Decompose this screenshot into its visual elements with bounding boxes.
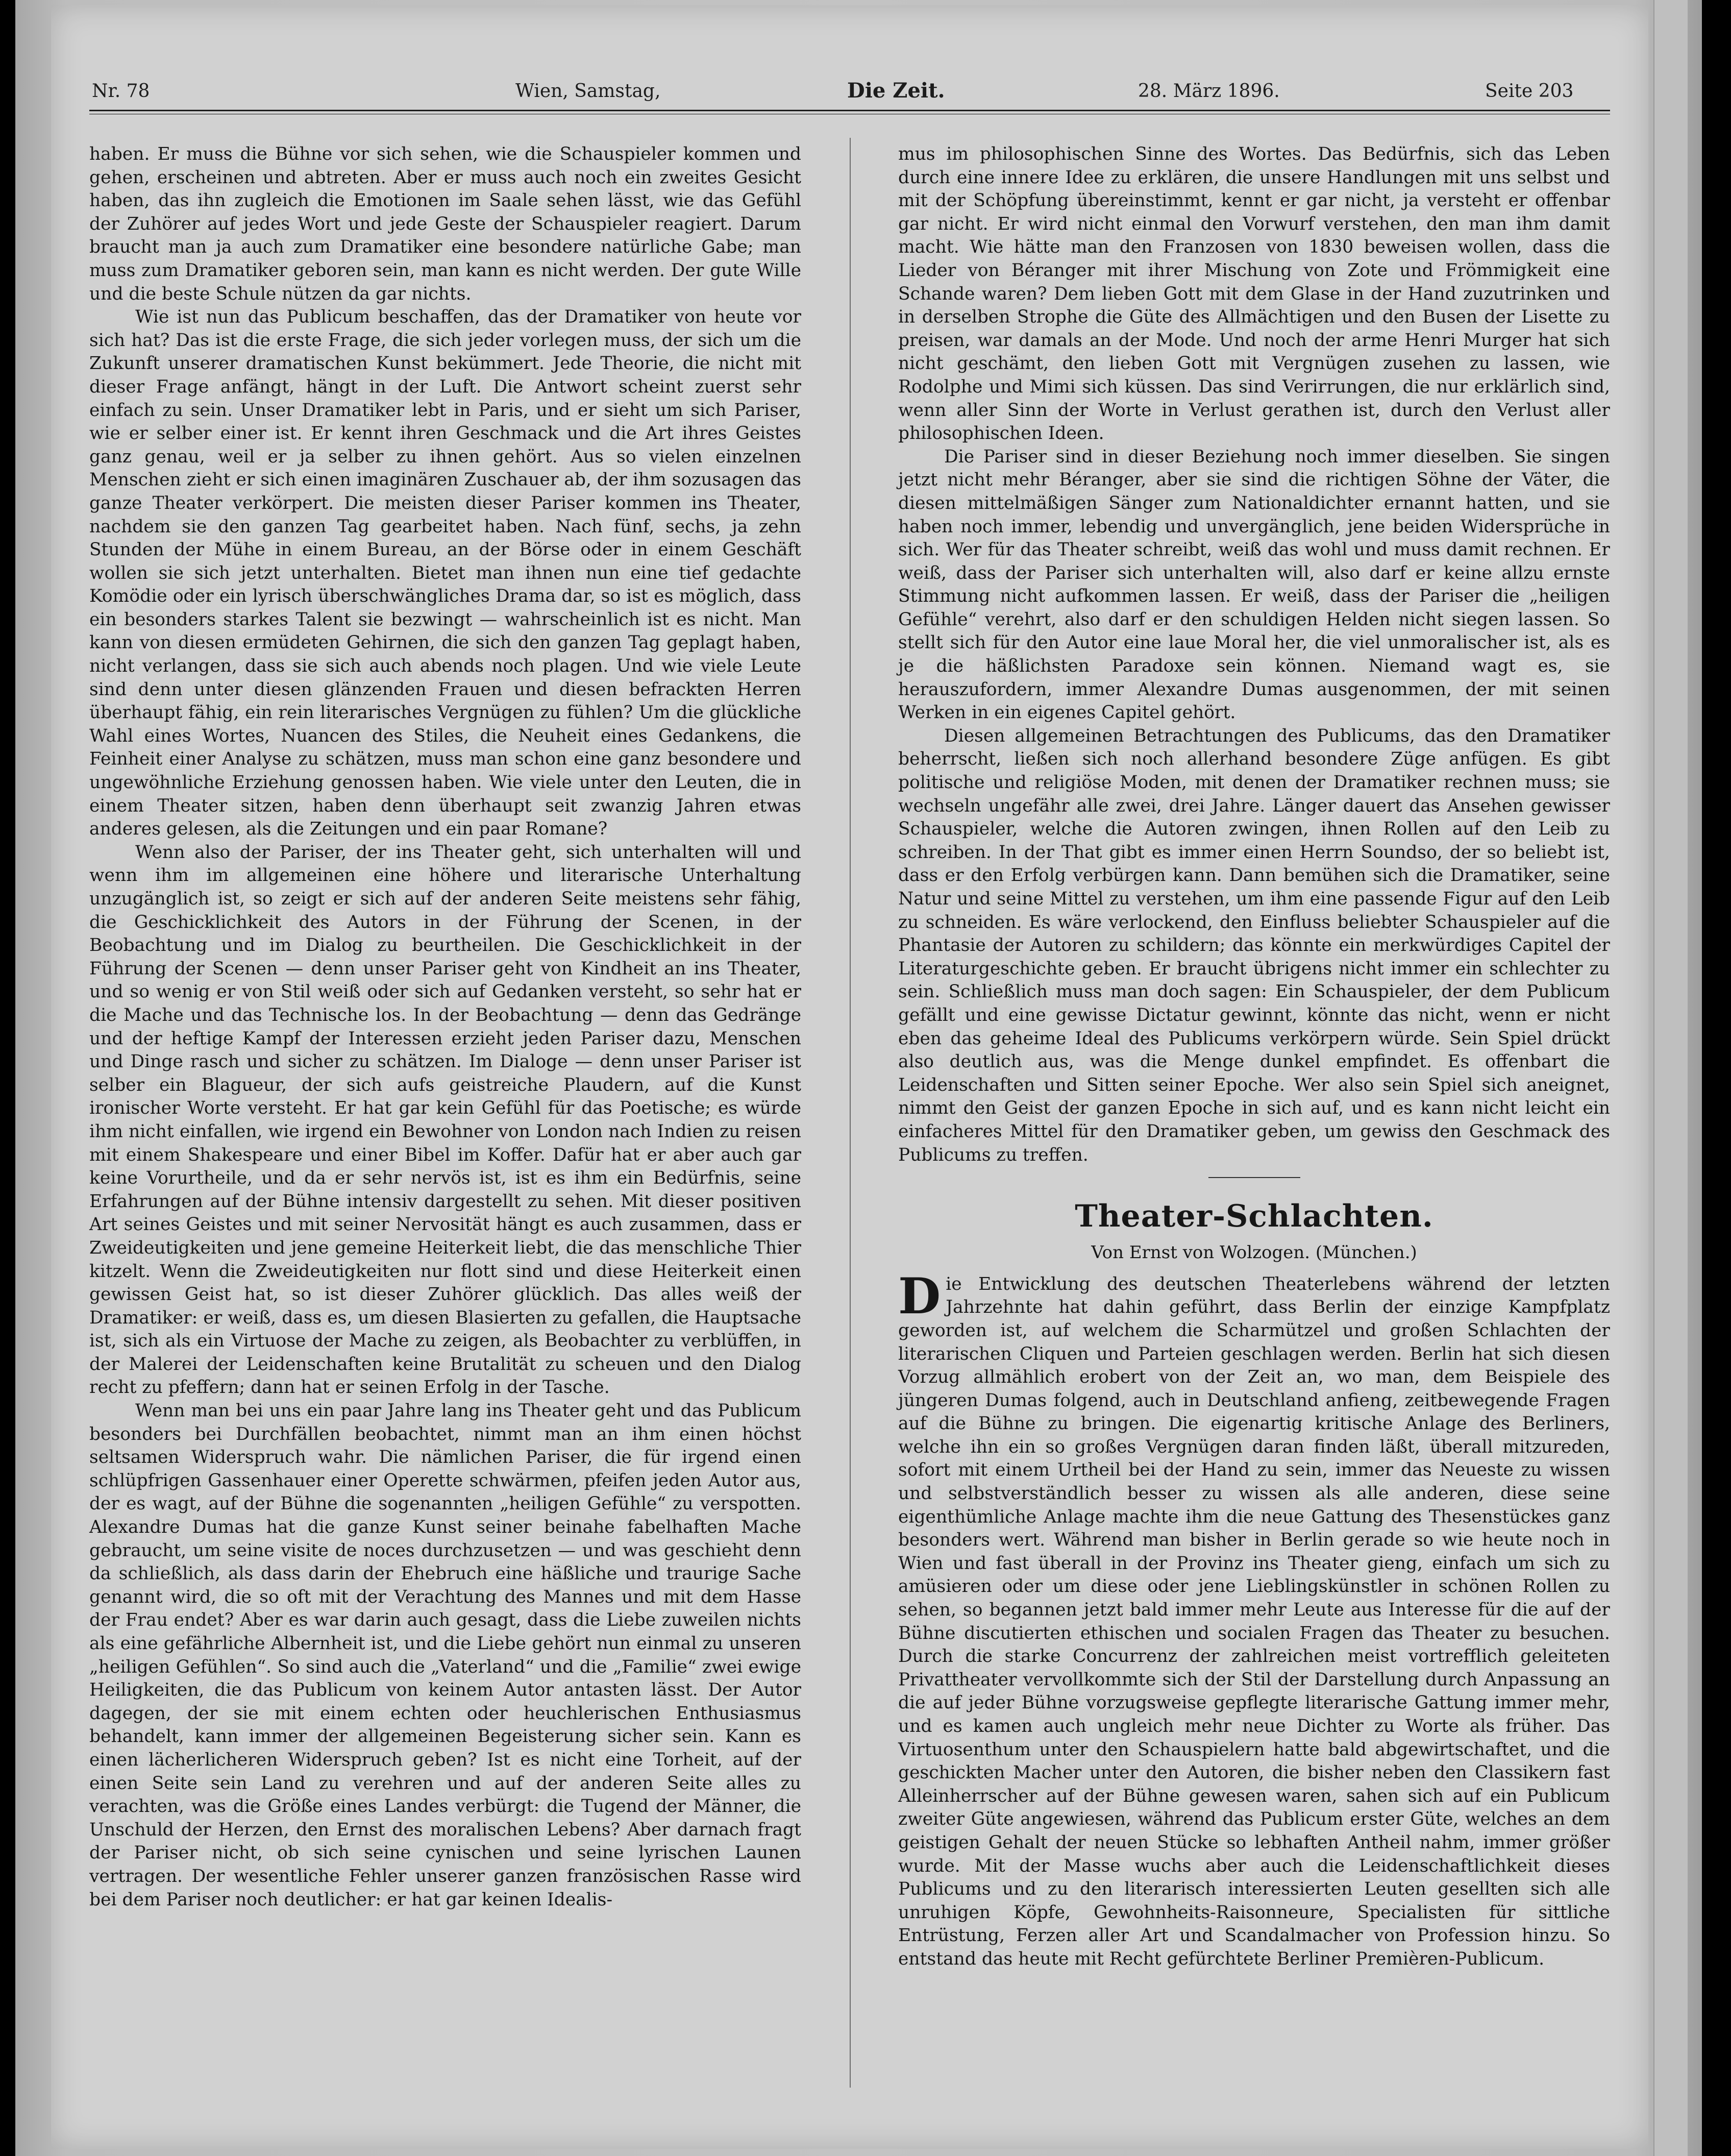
paragraph: Diesen allgemeinen Betrachtungen des Publicums, das den Dramatiker beherrscht, ließen sich noch allerhand besondere Züge anfügen. Es gibt politische und religiöse Moden, mit denen der Dramatiker rechnen muss; sie wechseln ungefähr alle zwei, drei Jahre. Länger dauert das Ansehen gewisser Schauspieler, welche die Autoren zwingen, ihnen Rollen auf den Leib zu schreiben. In der That gibt es immer einen Herrn Soundso, der so beliebt ist, dass er den Erfolg verbürgen kann. Dann bemühen sich die Dramatiker, seine Natur und seine Mittel zu verstehen, um ihm eine passende Figur auf den Leib zu schneiden. Es wäre verlockend, den Einfluss beliebter Schauspieler auf die Phantasie der Autoren zu schildern; das könnte ein merkwürdiges Capitel der Literaturgeschichte geben. Er braucht übrigens nicht immer ein schlechter zu sein. Schließlich muss man doch sagen: Ein Schauspieler, der dem Publicum gefällt und eine gewisse Dictatur gewinnt, könnte das nicht, wenn er nicht eben das geheime Ideal des Publicums verkörpern würde. Sein Spiel drückt also deutlich aus, was die Menge dunkel empfindet. Es offenbart die Leidenschaften und Sitten seiner Epoche. Wer also sein Spiel sich aneignet, nimmt den Geist der ganzen Epoche in sich auf, und es kann nicht leicht ein einfacheres Mittel für den Dramatiker geben, um gewiss den Geschmack des Publicums zu treffen. (898, 725, 1610, 1165)
paragraph: Wenn man bei uns ein paar Jahre lang ins Theater geht und das Publicum besonders bei Durchfällen beobachtet, nimmt man an ihm einen höchst seltsamen Widerspruch wahr. Die nämlichen Pariser, die für irgend einen schlüpfrigen Gassenhauer einer Operette schwärmen, pfeifen jeden Autor aus, der es wagt, auf der Bühne die sogenannten „heiligen Gefühle“ zu verspotten. Alexandre Dumas hat die ganze Kunst seiner beinahe fabelhaften Mache gebraucht, um seine visite de noces durchzusetzen — und was geschieht denn da schließlich, als dass darin der Ehebruch eine häßliche und traurige Sache genannt wird, die so oft mit der Verachtung des Mannes und mit dem Hasse der Frau endet? Aber es war darin auch gesagt, dass die Liebe zuweilen nichts als eine gefährliche Albernheit ist, und die Liebe gehört nun einmal zu unseren „heiligen Gefühlen“. So sind auch die „Vaterland“ und die „Familie“ zwei ewige Heiligkeiten, die das Publicum von keinem Autor antasten lässt. Der Autor dagegen, der sie mit einem echten oder heuchlerischen Enthusiasmus behandelt, kann immer der allgemeinen Begeisterung sicher sein. Kann es einen lächerlicheren Widerspruch geben? Ist es nicht eine Torheit, auf der einen Seite sein Land zu verehren und auf der anderen Seite alles zu verachten, was die Größe eines Landes verbürgt: die Tugend der Männer, die Unschuld der Herzen, den Ernst des moralischen Lebens? Aber darnach fragt der Pariser nicht, ob sich seine cynischen und seine lyrischen Launen vertragen. Der wesentliche Fehler unserer ganzen französischen Rasse wird bei dem Pariser noch deutlicher: er hat gar keinen Idealis- (89, 1401, 801, 1910)
issue-date: 28. März 1896. (1138, 81, 1280, 102)
page-number: Seite 203 (1485, 81, 1574, 102)
paragraph: Wenn also der Pariser, der ins Theater geht, sich unterhalten will und wenn ihm im allgemeinen eine höhere und literarische Unterhaltung unzugänglich ist, so zeigt er sich auf der anderen Seite meistens sehr fähig, die Geschicklichkeit des Autors in der Führung der Scenen, in der Beobachtung und im Dialog zu beurtheilen. Die Geschicklichkeit in der Führung der Scenen — denn unser Pariser geht von Kindheit an ins Theater, und so wenig er von Stil weiß oder sich auf Gedanken versteht, so sehr hat er die Mache und das Technische los. In der Beobachtung — denn das Gedränge und der heftige Kampf der Interessen erzieht jeden Pariser dazu, Menschen und Dinge rasch und sicher zu schätzen. Im Dialoge — denn unser Pariser ist selber ein Blagueur, der sich aufs geistreiche Plaudern, auf die Kunst ironischer Worte versteht. Er hat gar kein Gefühl für das Poetische; es würde ihm nicht einfallen, wie irgend ein Bewohner von London nach Indien zu reisen mit einem Shakespeare und einer Bibel im Koffer. Dafür hat er aber auch gar keine Vorurtheile, und da er sehr nervös ist, ist es ihm ein Bedürfnis, seine Erfahrungen auf der Bühne intensiv dargestellt zu sehen. Mit dieser positiven Art seines Geistes und mit seiner Nervosität hängt es auch zusammen, dass er Zweideutigkeiten und jene gemeine Heiterkeit liebt, die das menschliche Thier kitzelt. Wenn die Zweideutigkeiten nur flott sind und diese Heiterkeit einen gewissen Geist hat, so ist dieser Zuhörer glücklich. Das alles weiß der Dramatiker: er weiß, dass es, um diesen Blasierten zu gefallen, die Hauptsache ist, sich als ein Virtuose der Mache zu zeigen, als Beobachter zu verblüffen, in der Malerei der Leidenschaften keine Brutalität zu scheuen und den Dialog recht zu pfeffern; dann hat er seinen Erfolg in der Tasche. (89, 842, 801, 1398)
paragraph: Wie ist nun das Publicum beschaffen, das der Dramatiker von heute vor sich hat? Das ist die erste Frage, die sich jeder vorlegen muss, der sich um die Zukunft unserer dramatischen Kunst bekümmert. Jede Theorie, die nicht mit dieser Frage anfängt, hängt in der Luft. Die Antwort scheint zuerst sehr einfach zu sein. Unser Dramatiker lebt in Paris, und er sieht um sich Pariser, wie er selber einer ist. Er kennt ihren Geschmack und die Art ihres Geistes ganz genau, weil er ja selber zu ihnen gehört. Aus so vielen einzelnen Menschen zieht er sich einen imaginären Zuschauer ab, der ihm sozusagen das ganze Theater verkörpert. Die meisten dieser Pariser kommen ins Theater, nachdem sie den ganzen Tag gearbeitet haben. Nach fünf, sechs, ja zehn Stunden der Mühe in einem Bureau, an der Börse oder in einem Geschäft wollen sie sich jetzt unterhalten. Bietet man ihnen nun eine tief gedachte Komödie oder ein lyrisch überschwängliches Drama dar, so ist es möglich, dass ein besonders starkes Talent sie bezwingt — wahrscheinlich ist es nicht. Man kann von diesen ermüdeten Gehirnen, die sich den ganzen Tag geplagt haben, nicht verlangen, dass sie sich auch abends noch plagen. Und wie viele Leute sind denn unter diesen glänzenden Frauen und diesen befrackten Herren überhaupt fähig, ein rein literarisches Vergnügen zu fühlen? Um die glückliche Wahl eines Wortes, Nuancen des Stiles, die Neuheit eines Gedankens, die Feinheit einer Analyse zu schätzen, muss man schon eine ganz besondere und ungewöhnliche Erziehung genossen haben. Wie viele unter den Leuten, die in einem Theater sitzen, haben denn überhaupt seit zwanzig Jahren etwas anderes gelesen, als die Zeitungen und ein paar Romane? (89, 307, 801, 840)
place-and-day: Wien, Samstag, (515, 81, 661, 102)
article-byline: Von Ernst von Wolzogen. (München.) (1091, 1242, 1417, 1263)
paragraph: mus im philosophischen Sinne des Wortes. Das Bedürfnis, sich das Leben durch eine innere Idee zu erklären, die unsere Handlungen mit uns selbst und mit der Schöpfung übereinstimmt, kennt er gar nicht, ja versteht er offenbar gar nicht. Er wird nicht einmal den Vorwurf verstehen, den man ihm damit macht. Wie hätte man den Franzosen von 1830 beweisen wollen, dass die Lieder von Béranger mit ihrer Mischung von Zote und Frömmigkeit eine Schande waren? Dem lieben Gott mit dem Glase in der Hand zuzutrinken und in derselben Strophe die Güte des Allmächtigen und den Busen der Lisette zu preisen, war damals an der Mode. Und noch der arme Henri Murger hat sich nicht geschämt, den lieben Gott mit Vergnügen zusehen zu lassen, wie Rodolphe und Mimi sich küssen. Das sind Verirrungen, die nur erklärlich sind, wenn aller Sinn der Worte in Verlust gerathen ist, durch den Verlust aller philosophischen Ideen. (898, 144, 1610, 444)
header-rule (89, 110, 1610, 111)
article-body (898, 1267, 1610, 1971)
right-column (898, 143, 1610, 1971)
issue-number: Nr. 78 (92, 81, 150, 102)
paragraph: haben. Er muss die Bühne vor sich sehen, wie die Schauspieler kommen und gehen, erscheinen und abtreten. Aber er muss auch noch ein zweites Gesicht haben, das ihn zugleich die Emotionen im Saale sehen lässt, wie das Gefühl der Zuhörer auf jedes Wort und jede Geste der Schauspieler reagiert. Darum braucht man ja auch zum Dramatiker eine besondere natürliche Gabe; man muss zum Dramatiker geboren sein, man kann es nicht werden. Der gute Wille und die beste Schule nützen da gar nichts. (89, 144, 801, 304)
newspaper-page (51, 5, 1648, 2149)
column-divider (850, 138, 851, 2088)
drop-cap: D (898, 1267, 941, 1325)
left-column (89, 143, 801, 1912)
article-text: ie Entwicklung des deutschen Theaterlebens während der letzten Jahrzehnte hat dahin geführt, dass Berlin der einzige Kampfplatz geworden ist, auf welchem die Scharmützel und großen Schlachten der literarischen Cliquen und Parteien geschlagen werden. Berlin hat sich diesen Vorzug allmählich erobert von der Zeit an, wo man, dem Beispiele des jüngeren Dumas folgend, auch in Deutschland anfieng, zeitbewegende Fragen auf die Bühne zu bringen. Die eigenartig kritische Anlage des Berliners, welche ihn ein so großes Vergnügen daran finden läßt, überall mitzureden, sofort mit einem Urtheil bei der Hand zu sein, immer das Neueste zu wissen und selbstverständlich besser zu wissen als alle anderen, diese seine eigenthümliche Anlage machte ihm die neue Gattung des Thesenstückes ganz besonders wert. Während man bisher in Berlin gerade so wie heute noch in Wien und fast überall in der Provinz ins Theater gieng, einfach um sich zu amüsieren oder um diese oder jene Lieblingskünstler in schönen Rollen zu sehen, so begannen jetzt bald immer mehr Leute aus Interesse für die auf der Bühne discutierten ethischen und socialen Fragen das Theater zu besuchen. Durch die starke Concurrenz der zahlreichen meist vortrefflich geleiteten Privattheater vervollkommte sich der Stil der Darstellung durch Anpassung an die auf jeder Bühne vorzugsweise gepflegte literarische Gattung immer mehr, und es kamen auch ungleich mehr neue Dichter zu Worte als früher. Das Virtuosenthum unter den Schauspielern hatte bald abgewirtschaftet, und die geschickten Macher unter den Autoren, die bisher neben den Classikern fast Alleinherrscher auf der Bühne gewesen waren, sahen sich auf ein Publicum zweiter Güte angewiesen, während das Publicum erster Güte, welches an dem geistigen Gehalt der neuen Stücke so lebhaften Antheil nahm, immer größer wurde. Mit der Masse wuchs aber auch die Leidenschaftlichkeit dieses Publicums und zu den literarisch interessierten Leuten gesellten sich alle unruhigen Köpfe, Gewohnheits-Raisonneure, Specialisten für sittliche Entrüstung, Ferzen aller Art und Scandalmacher von Profession hinzu. So entstand das heute mit Recht gefürchtete Berliner Premièren-Publicum. (898, 1273, 1610, 1969)
article-title: Theater-Schlachten. (1075, 1198, 1433, 1235)
section-divider (1208, 1177, 1300, 1178)
page-fold-edge (1653, 0, 1688, 2156)
paragraph: Die Pariser sind in dieser Beziehung noch immer dieselben. Sie singen jetzt nicht mehr Béranger, aber sie sind die richtigen Söhne der Väter, die diesen mittelmäßigen Sänger zum Nationaldichter ernannt hatten, und sie haben noch immer, lebendig und unvergänglich, jene beiden Widersprüche in sich. Wer für das Theater schreibt, weiß das wohl und muss damit rechnen. Er weiß, dass der Pariser sich unterhalten will, also darf er keine allzu ernste Stimmung nicht aufkommen lassen. Er weiß, dass der Pariser die „heiligen Gefühle“ verehrt, also darf er den schuldigen Helden nicht siegen lassen. So stellt sich für den Autor eine laue Moral her, die viel unmoralischer ist, als es je die häßlichsten Paradoxe sein können. Niemand wagt es, sie herauszufordern, immer Alexandre Dumas ausgenommen, der mit seinen Werken in ein eigenes Capitel gehört. (898, 446, 1610, 723)
newspaper-title: Die Zeit. (847, 79, 945, 103)
page-header (51, 77, 1648, 107)
